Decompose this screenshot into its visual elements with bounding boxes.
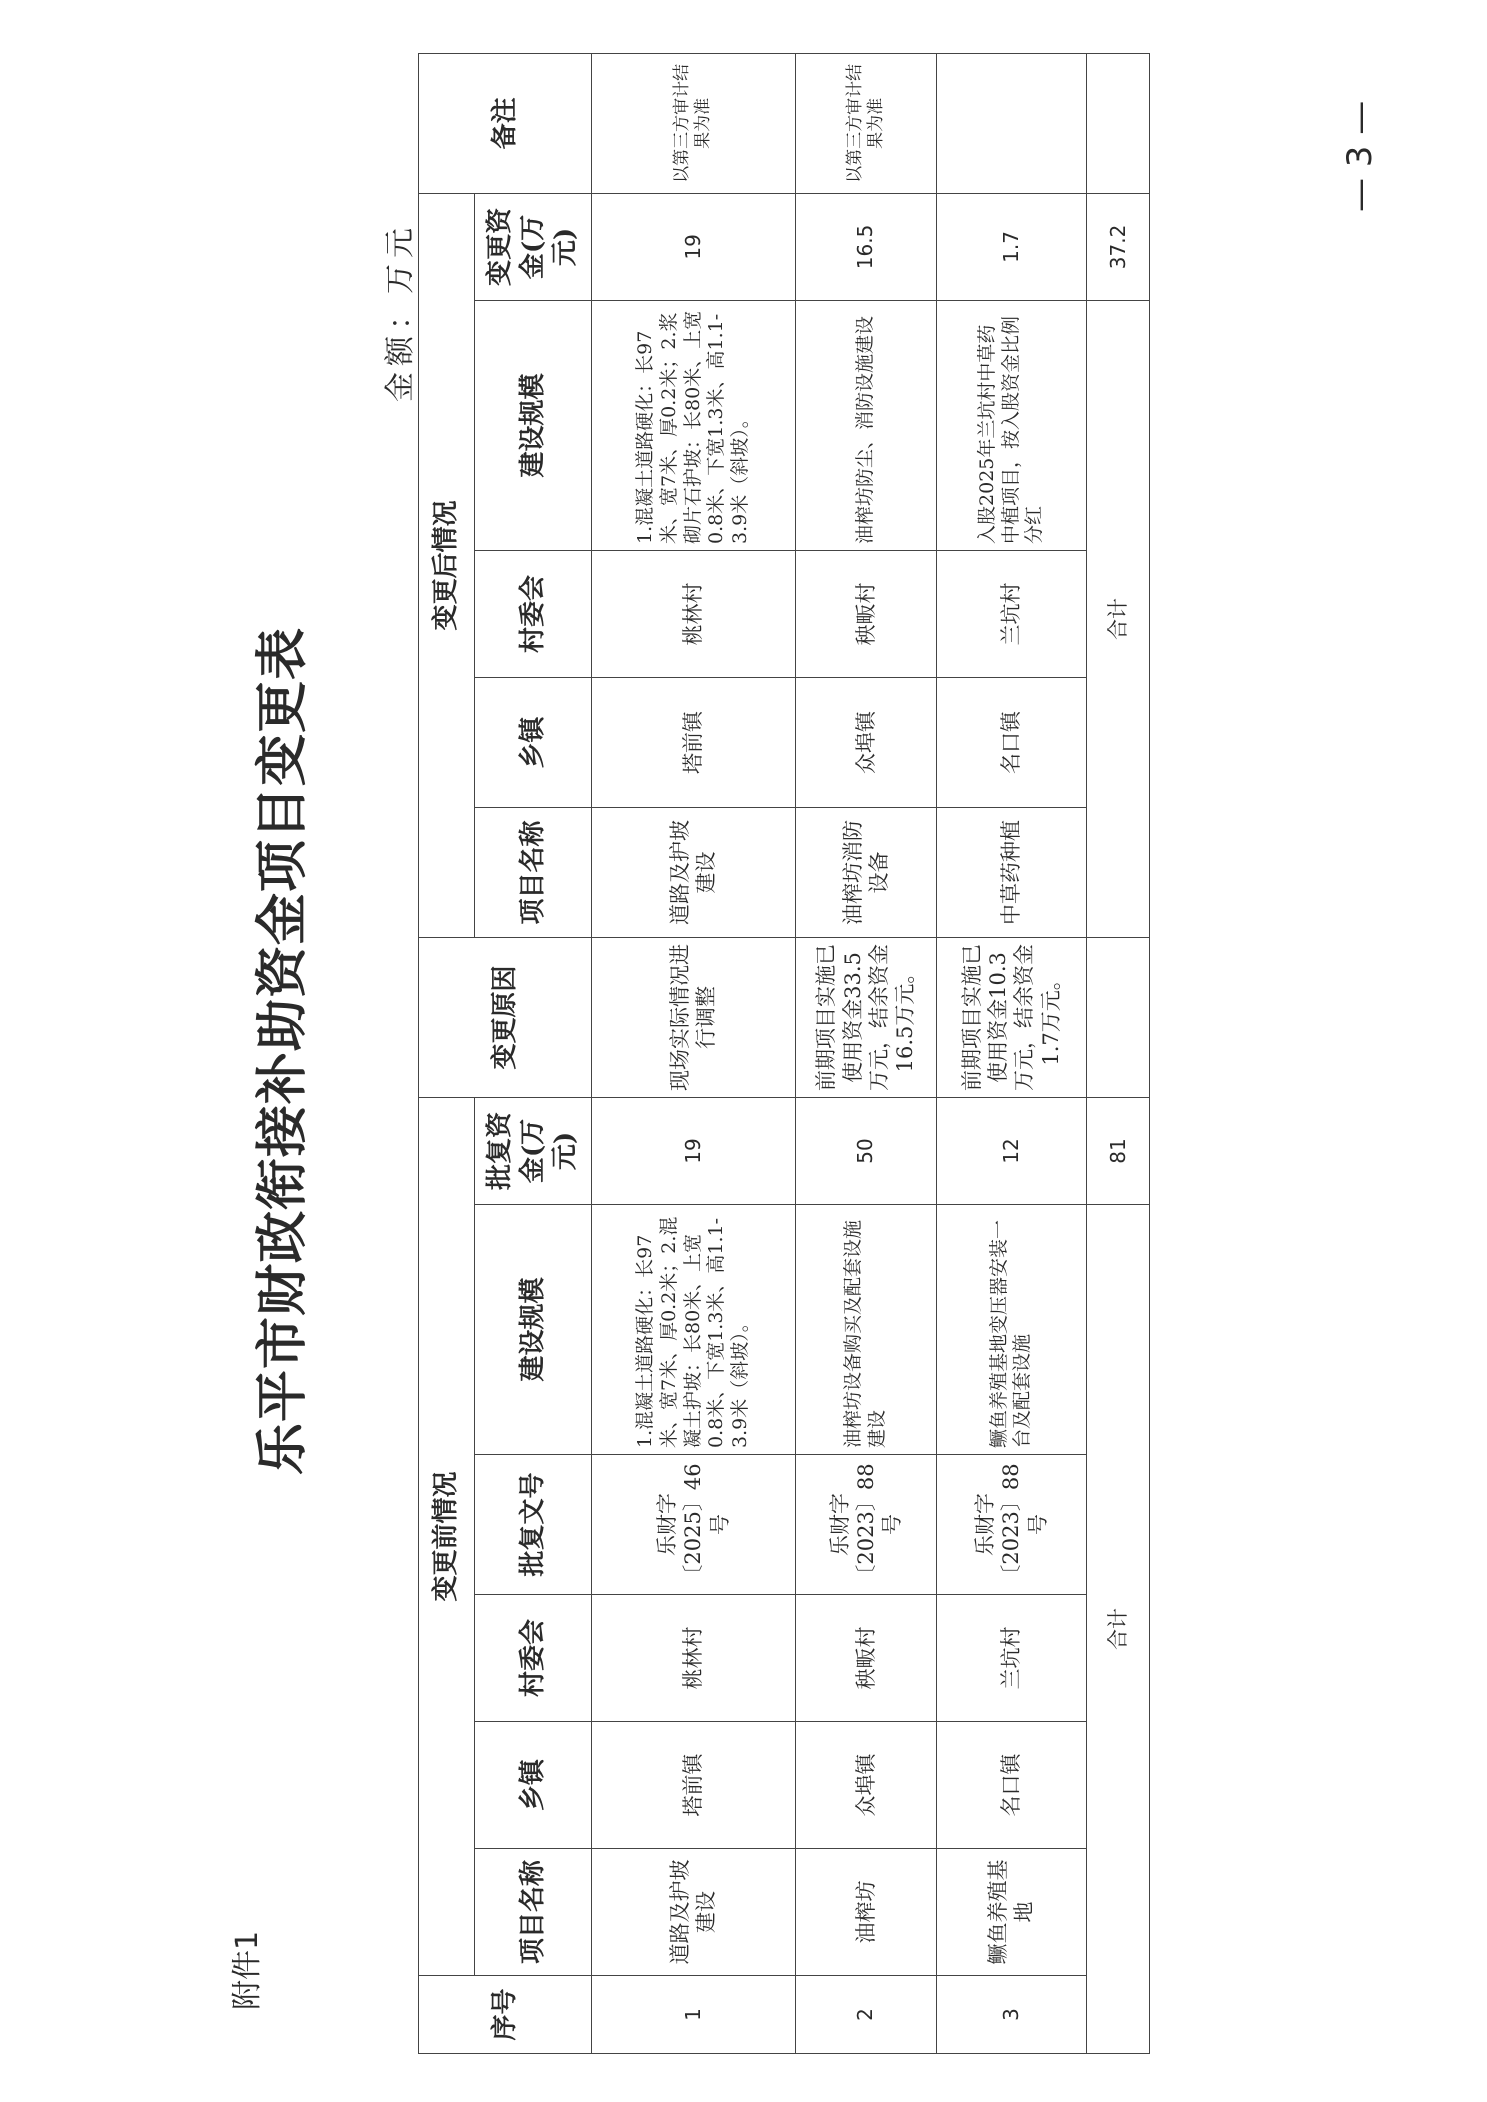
cell-after-village: 兰坑村 (936, 550, 1087, 677)
cell-after-project: 油榨坊消防设备 (796, 807, 936, 937)
header-before-scale: 建设规模 (475, 1205, 591, 1455)
cell-approval-doc: 乐财字〔2023〕88号 (936, 1455, 1087, 1595)
header-after-village: 村委会 (475, 550, 591, 677)
cell-before-project: 道路及护坡建设 (591, 1849, 796, 1976)
document-title: 乐平市财政衔接补助资金项目变更表 (252, 627, 313, 1476)
page-number: — 3 — (1340, 100, 1380, 212)
cell-after-scale: 1.混凝土道路硬化：长97米、宽7米、厚0.2米；2.浆砌片石护坡：长80米、上宽0.8米、下宽1.3米、高1.1-3.9米（斜坡）。 (591, 300, 796, 550)
header-after-project: 项目名称 (475, 807, 591, 937)
before-total-label: 合计 (1087, 1205, 1150, 2054)
cell-before-village: 秧畈村 (796, 1595, 936, 1722)
table-row (936, 53, 1087, 2053)
cell-reason: 前期项目实施已使用资金10.3万元，结余资金1.7万元。 (936, 937, 1087, 1097)
unit-label: 金额：万元 (383, 222, 418, 402)
cell-after-project: 中草药种植 (936, 807, 1087, 937)
cell-before-project: 油榨坊 (796, 1849, 936, 1976)
cell-after-township: 塔前镇 (591, 677, 796, 807)
cell-remark (936, 53, 1087, 193)
cell-changed-funds: 1.7 (936, 193, 1087, 300)
header-before-group: 变更前情况 (419, 1097, 475, 1975)
header-reason: 变更原因 (419, 937, 592, 1097)
cell-after-township: 众埠镇 (796, 677, 936, 807)
cell-reason: 现场实际情况进行调整 (591, 937, 796, 1097)
header-approved-funds: 批复资金(万元) (475, 1097, 591, 1204)
header-remark: 备注 (419, 53, 592, 193)
cell-approved-funds: 12 (936, 1097, 1087, 1204)
reason-total-blank (1087, 937, 1150, 1097)
cell-seq: 2 (796, 1976, 936, 2054)
totals-row (1087, 53, 1150, 2053)
table-row (591, 53, 796, 2053)
header-after-scale: 建设规模 (475, 300, 591, 550)
project-change-table (418, 53, 1150, 2054)
table-row (796, 53, 936, 2053)
cell-reason: 前期项目实施已使用资金33.5万元，结余资金16.5万元。 (796, 937, 936, 1097)
cell-after-project: 道路及护坡建设 (591, 807, 796, 937)
header-changed-funds: 变更资金(万元) (475, 193, 591, 300)
cell-seq: 3 (936, 1976, 1087, 2054)
header-after-group: 变更后情况 (419, 193, 475, 937)
after-total-label: 合计 (1087, 300, 1150, 937)
header-before-village: 村委会 (475, 1595, 591, 1722)
cell-after-village: 秧畈村 (796, 550, 936, 677)
cell-seq: 1 (591, 1976, 796, 2054)
cell-after-township: 名口镇 (936, 677, 1087, 807)
cell-before-scale: 油榨坊设备购买及配套设施建设 (796, 1205, 936, 1455)
cell-before-village: 兰坑村 (936, 1595, 1087, 1722)
cell-before-township: 塔前镇 (591, 1722, 796, 1849)
cell-before-scale: 鳜鱼养殖基地变压器安装一台及配套设施 (936, 1205, 1087, 1455)
cell-before-scale: 1.混凝土道路硬化：长97米、宽7米、厚0.2米；2.混凝土护坡：长80米、上宽0.8米、下宽1.3米、高1.1-3.9米（斜坡）。 (591, 1205, 796, 1455)
cell-approved-funds: 19 (591, 1097, 796, 1204)
cell-approval-doc: 乐财字〔2025〕46号 (591, 1455, 796, 1595)
cell-approved-funds: 50 (796, 1097, 936, 1204)
header-group-row (419, 53, 475, 2053)
cell-approval-doc: 乐财字〔2023〕88号 (796, 1455, 936, 1595)
header-seq: 序号 (419, 1976, 592, 2054)
after-total-value: 37.2 (1087, 193, 1150, 300)
cell-remark: 以第三方审计结果为准 (591, 53, 796, 193)
header-after-township: 乡镇 (475, 677, 591, 807)
cell-before-township: 名口镇 (936, 1722, 1087, 1849)
cell-changed-funds: 16.5 (796, 193, 936, 300)
cell-remark: 以第三方审计结果为准 (796, 53, 936, 193)
remark-total-blank (1087, 53, 1150, 193)
cell-before-village: 桃林村 (591, 1595, 796, 1722)
header-before-project: 项目名称 (475, 1849, 591, 1976)
header-before-township: 乡镇 (475, 1722, 591, 1849)
cell-before-township: 众埠镇 (796, 1722, 936, 1849)
cell-after-scale: 入股2025年兰坑村中草药中植项目，按入股资金比例分红 (936, 300, 1087, 550)
cell-before-project: 鳜鱼养殖基地 (936, 1849, 1087, 1976)
cell-after-village: 桃林村 (591, 550, 796, 677)
attachment-label: 附件1 (230, 1930, 265, 2010)
header-approval-doc: 批复文号 (475, 1455, 591, 1595)
cell-changed-funds: 19 (591, 193, 796, 300)
before-total-value: 81 (1087, 1097, 1150, 1204)
cell-after-scale: 油榨坊防尘、消防设施建设 (796, 300, 936, 550)
